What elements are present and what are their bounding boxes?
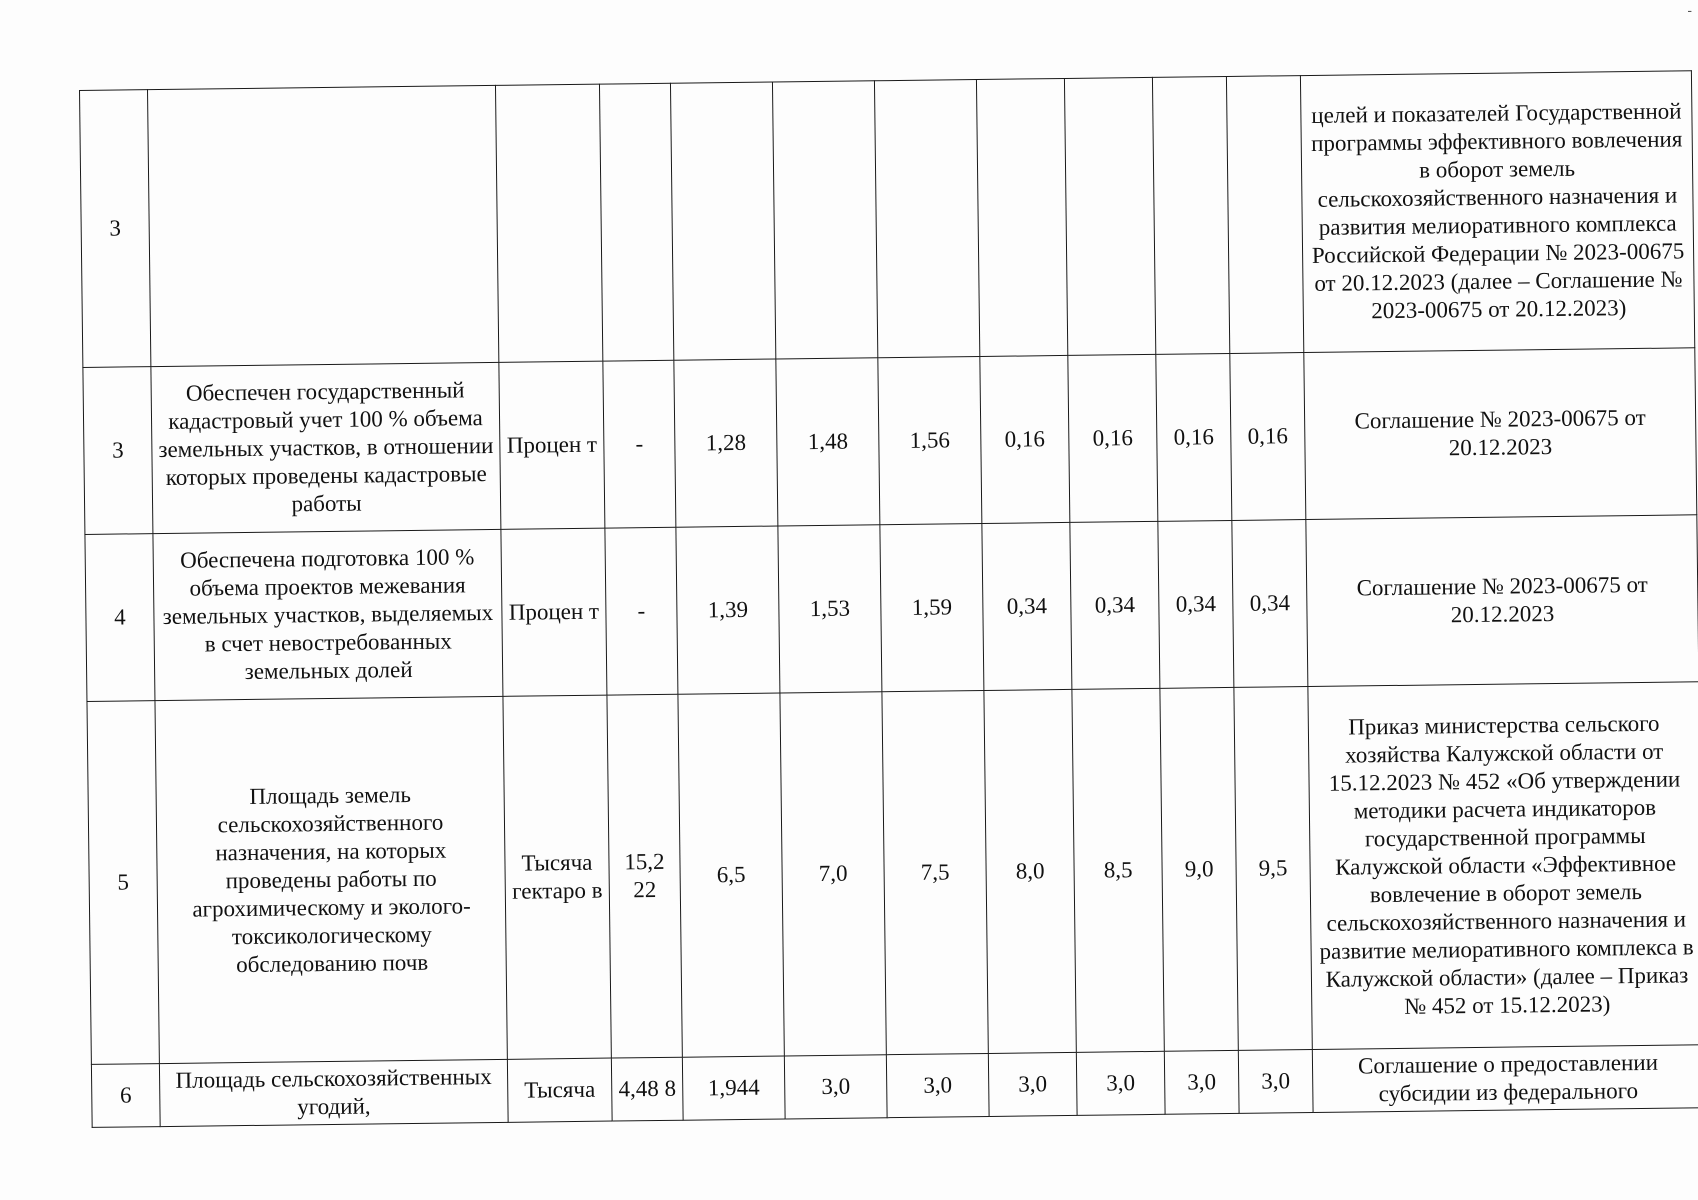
value-cell-3: 3,0 — [886, 1053, 989, 1117]
indicator-name-cell — [148, 85, 499, 366]
value-cell-4 — [976, 78, 1067, 356]
value-cell-6: 0,34 — [1158, 520, 1234, 688]
table-row — [85, 515, 1698, 702]
value-cell-2: 3,0 — [784, 1055, 887, 1119]
table-row — [87, 682, 1698, 1065]
row-number-cell: 3 — [80, 90, 151, 368]
value-cell-7: 3,0 — [1238, 1050, 1313, 1114]
value-cell-1: 1,39 — [676, 526, 780, 694]
indicator-name-cell: Обеспечен государственный кадастровый учет 100 % объема земельных участков, в отношении которых проведены кадастровые работы — [151, 362, 501, 533]
unit-cell: Тысяча гектаро в — [503, 695, 611, 1059]
source-document-cell: Соглашение № 2023-00675 от 20.12.2023 — [1304, 348, 1697, 520]
value-cell-6: 0,16 — [1156, 353, 1232, 521]
source-document-cell: целей и показателей Государственной программы эффективного вовлечения в оборот земель сельскохозяйственного назначения и развития мелиоративного комплекса Российской Федерации № 2023-00675 от 20.12.2023 (далее – Соглашение № 2023-00675 от 20.12.2023) — [1300, 71, 1694, 353]
value-cell-4: 0,16 — [980, 355, 1070, 523]
value-cell-1: 6,5 — [678, 693, 784, 1057]
table-row — [83, 348, 1697, 535]
value-cell-7 — [1226, 76, 1303, 354]
source-document-cell: Соглашение № 2023-00675 от 20.12.2023 — [1306, 515, 1698, 687]
base-value-cell: - — [603, 360, 676, 528]
unit-cell — [495, 84, 602, 362]
value-cell-5 — [1064, 77, 1155, 355]
value-cell-4: 3,0 — [988, 1052, 1077, 1116]
value-cell-2: 1,53 — [778, 525, 882, 693]
value-cell-4: 8,0 — [984, 689, 1076, 1053]
row-number-cell: 5 — [87, 701, 159, 1065]
value-cell-6 — [1152, 76, 1229, 354]
value-cell-6: 9,0 — [1160, 687, 1238, 1051]
value-cell-6: 3,0 — [1164, 1050, 1239, 1114]
unit-cell: Процен т — [499, 361, 605, 529]
value-cell-5: 3,0 — [1076, 1051, 1165, 1115]
unit-cell: Тысяча — [507, 1058, 612, 1122]
source-document-cell: Соглашение о предоставлении субсидии из федерального — [1312, 1045, 1698, 1113]
value-cell-1 — [670, 82, 775, 360]
indicator-name-cell: Обеспечена подготовка 100 % объема проектов межевания земельных участков, выделяемых в счет невостребованных земельных долей — [153, 529, 503, 700]
row-number-cell: 3 — [83, 367, 153, 535]
base-value-cell: 15,2 22 — [607, 694, 682, 1058]
base-value-cell — [599, 83, 673, 361]
value-cell-2 — [772, 81, 877, 359]
value-cell-7: 0,16 — [1230, 353, 1306, 521]
unit-cell: Процен т — [501, 528, 607, 696]
base-value-cell: - — [605, 527, 678, 695]
indicator-name-cell: Площадь сельскохозяйственных угодий, — [159, 1059, 508, 1126]
value-cell-1: 1,28 — [674, 359, 778, 527]
base-value-cell: 4,48 8 — [611, 1057, 683, 1121]
value-cell-1: 1,944 — [682, 1056, 785, 1120]
value-cell-2: 7,0 — [780, 692, 886, 1056]
indicators-table — [79, 70, 1698, 1128]
value-cell-5: 8,5 — [1072, 688, 1164, 1052]
value-cell-3 — [874, 80, 979, 358]
value-cell-5: 0,34 — [1070, 521, 1160, 689]
value-cell-7: 9,5 — [1234, 687, 1312, 1051]
value-cell-3: 1,59 — [880, 524, 984, 692]
source-document-cell: Приказ министерства сельского хозяйства Калужской области от 15.12.2023 № 452 «Об утверждении методики расчета индикаторов государственной программы Калужской области «Эффективное вовлечение в оборот земель сельскохозяйственного назначения и развитие мелиоративного комплекса в Калужской области» (далее – Приказ № 452 от 15.12.2023) — [1308, 682, 1698, 1050]
value-cell-3: 7,5 — [882, 690, 988, 1054]
value-cell-2: 1,48 — [776, 358, 880, 526]
row-number-cell: 4 — [85, 534, 155, 702]
value-cell-7: 0,34 — [1232, 520, 1308, 688]
value-cell-3: 1,56 — [878, 357, 982, 525]
corner-mark: - — [1687, 2, 1692, 18]
row-number-cell: 6 — [91, 1064, 160, 1128]
value-cell-5: 0,16 — [1068, 354, 1158, 522]
indicator-name-cell: Площадь земель сельскохозяйственного назначения, на которых проведены работы по агрохимическому и эколого-токсикологическому обследованию почв — [155, 696, 507, 1063]
value-cell-4: 0,34 — [982, 522, 1072, 690]
table-row — [80, 71, 1695, 368]
